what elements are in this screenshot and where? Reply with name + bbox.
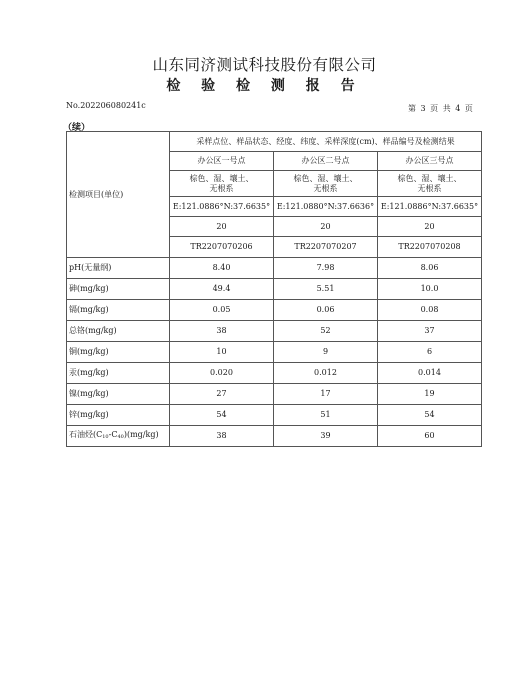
item-name: 镍(mg/kg) (67, 384, 170, 405)
report-number: No.202206080241c (66, 101, 146, 110)
result-value: 5.51 (274, 279, 378, 300)
result-value: 0.08 (378, 300, 482, 321)
sample-depth: 20 (274, 217, 378, 237)
result-value: 8.06 (378, 258, 482, 279)
item-name: 铜(mg/kg) (67, 342, 170, 363)
point-name: 办公区三号点 (378, 152, 482, 171)
tph-prefix: 石油烃(C (69, 430, 103, 439)
sample-depth: 20 (378, 217, 482, 237)
table-row (67, 363, 482, 384)
result-value: 54 (170, 405, 274, 426)
report-title: 检 验 检 测 报 告 (166, 78, 363, 94)
result-value: 38 (170, 426, 274, 447)
coordinates: E:121.0886°N:37.6635° (378, 197, 482, 217)
sample-depth: 20 (170, 217, 274, 237)
result-value: 38 (170, 321, 274, 342)
table-row (67, 384, 482, 405)
item-name: 汞(mg/kg) (67, 363, 170, 384)
sample-state-line: 无根系 (313, 183, 338, 193)
result-value: 54 (378, 405, 482, 426)
result-value: 0.012 (274, 363, 378, 384)
result-value: 37 (378, 321, 482, 342)
result-value: 0.06 (274, 300, 378, 321)
result-value: 7.98 (274, 258, 378, 279)
item-name: pH(无量纲) (67, 258, 170, 279)
point-name: 办公区一号点 (170, 152, 274, 171)
result-value: 60 (378, 426, 482, 447)
result-value: 0.020 (170, 363, 274, 384)
table-row (67, 426, 482, 447)
sample-state-line: 棕色、湿、壤土、 (293, 173, 358, 183)
coordinates: E:121.0886°N:37.6635° (170, 197, 274, 217)
table-row (67, 300, 482, 321)
item-name: 镉(mg/kg) (67, 300, 170, 321)
item-name: 总铬(mg/kg) (67, 321, 170, 342)
sample-state-line: 棕色、湿、壤土、 (189, 173, 254, 183)
sample-id: TR2207070208 (378, 237, 482, 258)
result-value: 0.014 (378, 363, 482, 384)
item-name (67, 426, 170, 447)
tph-sub-low: 10 (102, 434, 109, 440)
result-value: 10 (170, 342, 274, 363)
result-value: 6 (378, 342, 482, 363)
table-row (67, 321, 482, 342)
tph-suffix: )(mg/kg) (123, 430, 159, 439)
sample-state (170, 171, 274, 197)
coordinates: E:121.0880°N:37.6636° (274, 197, 378, 217)
sample-state (274, 171, 378, 197)
info-header: 采样点位、样品状态、经度、纬度、采样深度(cm)、样品编号及检测结果 (170, 132, 482, 152)
item-name: 砷(mg/kg) (67, 279, 170, 300)
tph-mid: -C (108, 430, 118, 439)
result-value: 10.0 (378, 279, 482, 300)
item-name: 锌(mg/kg) (67, 405, 170, 426)
page-indicator: 第 3 页 共 4 页 (408, 104, 474, 113)
sample-id: TR2207070206 (170, 237, 274, 258)
results-table (66, 131, 482, 447)
sample-state-line: 无根系 (417, 183, 442, 193)
table-row (67, 132, 482, 152)
table-row (67, 342, 482, 363)
point-name: 办公区二号点 (274, 152, 378, 171)
table-row (67, 258, 482, 279)
sample-state-line: 棕色、湿、壤土、 (397, 173, 462, 183)
result-value: 49.4 (170, 279, 274, 300)
result-value: 27 (170, 384, 274, 405)
company-name: 山东同济测试科技股份有限公司 (152, 56, 377, 74)
result-value: 52 (274, 321, 378, 342)
sample-id: TR2207070207 (274, 237, 378, 258)
result-value: 51 (274, 405, 378, 426)
table-row (67, 405, 482, 426)
result-value: 19 (378, 384, 482, 405)
result-value: 17 (274, 384, 378, 405)
sample-state (378, 171, 482, 197)
result-value: 0.05 (170, 300, 274, 321)
continued-label: （续） (63, 123, 91, 133)
item-header: 检测项目(单位) (67, 132, 170, 258)
result-value: 39 (274, 426, 378, 447)
table-row (67, 279, 482, 300)
result-value: 8.40 (170, 258, 274, 279)
tph-sub-high: 40 (117, 434, 124, 440)
sample-state-line: 无根系 (209, 183, 234, 193)
result-value: 9 (274, 342, 378, 363)
